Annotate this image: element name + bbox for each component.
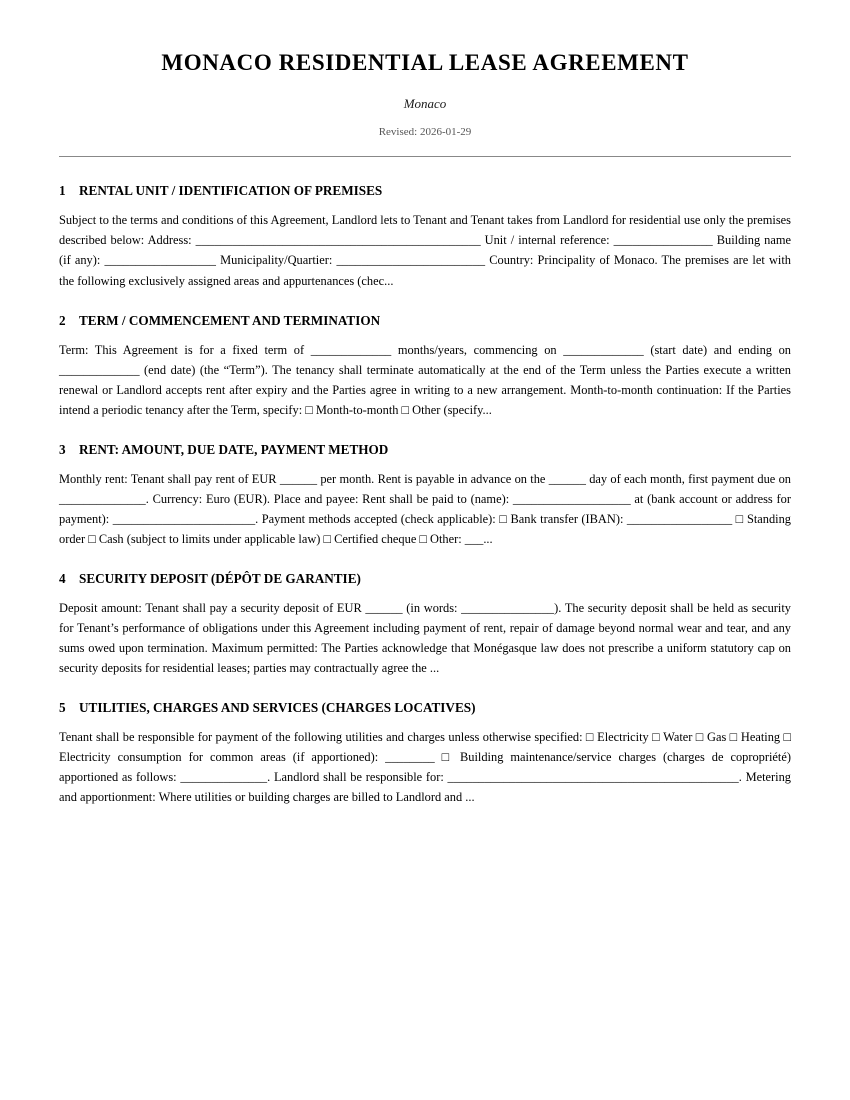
section-number: 4 [59, 571, 66, 587]
section-heading [59, 313, 791, 329]
section-heading [59, 183, 791, 199]
section-title: UTILITIES, CHARGES AND SERVICES (CHARGES LOCATIVES) [79, 700, 476, 716]
section-title: TERM / COMMENCEMENT AND TERMINATION [79, 312, 381, 328]
sections-list [59, 183, 791, 807]
document-section [59, 313, 791, 420]
document-revised-date: Revised: 2026-01-29 [378, 126, 472, 139]
document-section [59, 183, 791, 290]
section-body-text: Deposit amount: Tenant shall pay a security deposit of EUR ______ (in words: _______________). The security deposit shall be held as security for Tenant’s performance of obligations under this Agreement including payment of rent, repair of damage beyond normal wear and tear, and any sums owed upon termination. Maximum permitted: The Parties acknowledge that Monégasque law does not prescribe a uniform statutory cap on security deposits for residential leases; parties may contractually agree the ... [59, 600, 791, 676]
section-number: 1 [59, 183, 66, 199]
section-title: SECURITY DEPOSIT (DÉPÔT DE GARANTIE) [79, 571, 361, 587]
section-title: RENTAL UNIT / IDENTIFICATION OF PREMISES [79, 183, 383, 199]
section-number: 2 [59, 312, 66, 328]
section-body-text: Tenant shall be responsible for payment of the following utilities and charges unless otherwise specified: □ Electricity □ Water □ Gas □ Heating □ Electricity consumption for common areas (if apportioned): ________ □ Building maintenance/service charges (charges de copropriété) apportioned as follows: ______________. Landlord shall be responsible for: _______________________________________________. Metering and apportionment: Where utilities or building charges are billed to Landlord and ... [59, 730, 791, 805]
section-number: 5 [59, 700, 66, 716]
document-subtitle: Monaco [403, 96, 447, 112]
section-heading [59, 700, 791, 716]
document-section [59, 700, 791, 807]
section-heading [59, 442, 791, 458]
page-title: MONACO RESIDENTIAL LEASE AGREEMENT [161, 50, 689, 75]
section-body-text: Subject to the terms and conditions of this Agreement, Landlord lets to Tenant and Tenant takes from Landlord for residential use only the premises described below: Address: ______________________________________________ Unit / internal reference: ________________ Building name (if any): __________________ Municipality/Quartier: ________________________ Country: Principality of Monaco. The premises are let with the following exclusively assigned areas and appurtenances (chec... [59, 213, 791, 288]
document-section [59, 442, 791, 549]
document-section [59, 571, 791, 678]
section-title: RENT: AMOUNT, DUE DATE, PAYMENT METHOD [79, 441, 389, 457]
section-body-text: Term: This Agreement is for a fixed term of _____________ months/years, commencing on _____________ (start date) and ending on _____________ (end date) (the “Term”). The tenancy shall terminate automatically at the end of the Term unless the Parties execute a written renewal or Landlord accepts rent after expiry and the Parties agree in writing to a new arrangement. Month-to-month continuation: If the Parties intend a periodic tenancy after the Term, specify: □ Month-to-month □ Other (specify... [59, 342, 791, 417]
section-heading [59, 571, 791, 587]
section-number: 3 [59, 441, 66, 457]
header-divider [59, 156, 791, 157]
section-body-text: Monthly rent: Tenant shall pay rent of EUR ______ per month. Rent is payable in advance on the ______ day of each month, first payment due on ______________. Currency: Euro (EUR). Place and payee: Rent shall be paid to (name): ___________________ at (bank account or address for payment): _______________________. Payment methods accepted (check applicable): □ Bank transfer (IBAN): _________________ □ Standing order □ Cash (subject to limits under applicable law) □ Certified cheque □ Other: ___... [59, 471, 791, 546]
document-content [59, 0, 791, 808]
